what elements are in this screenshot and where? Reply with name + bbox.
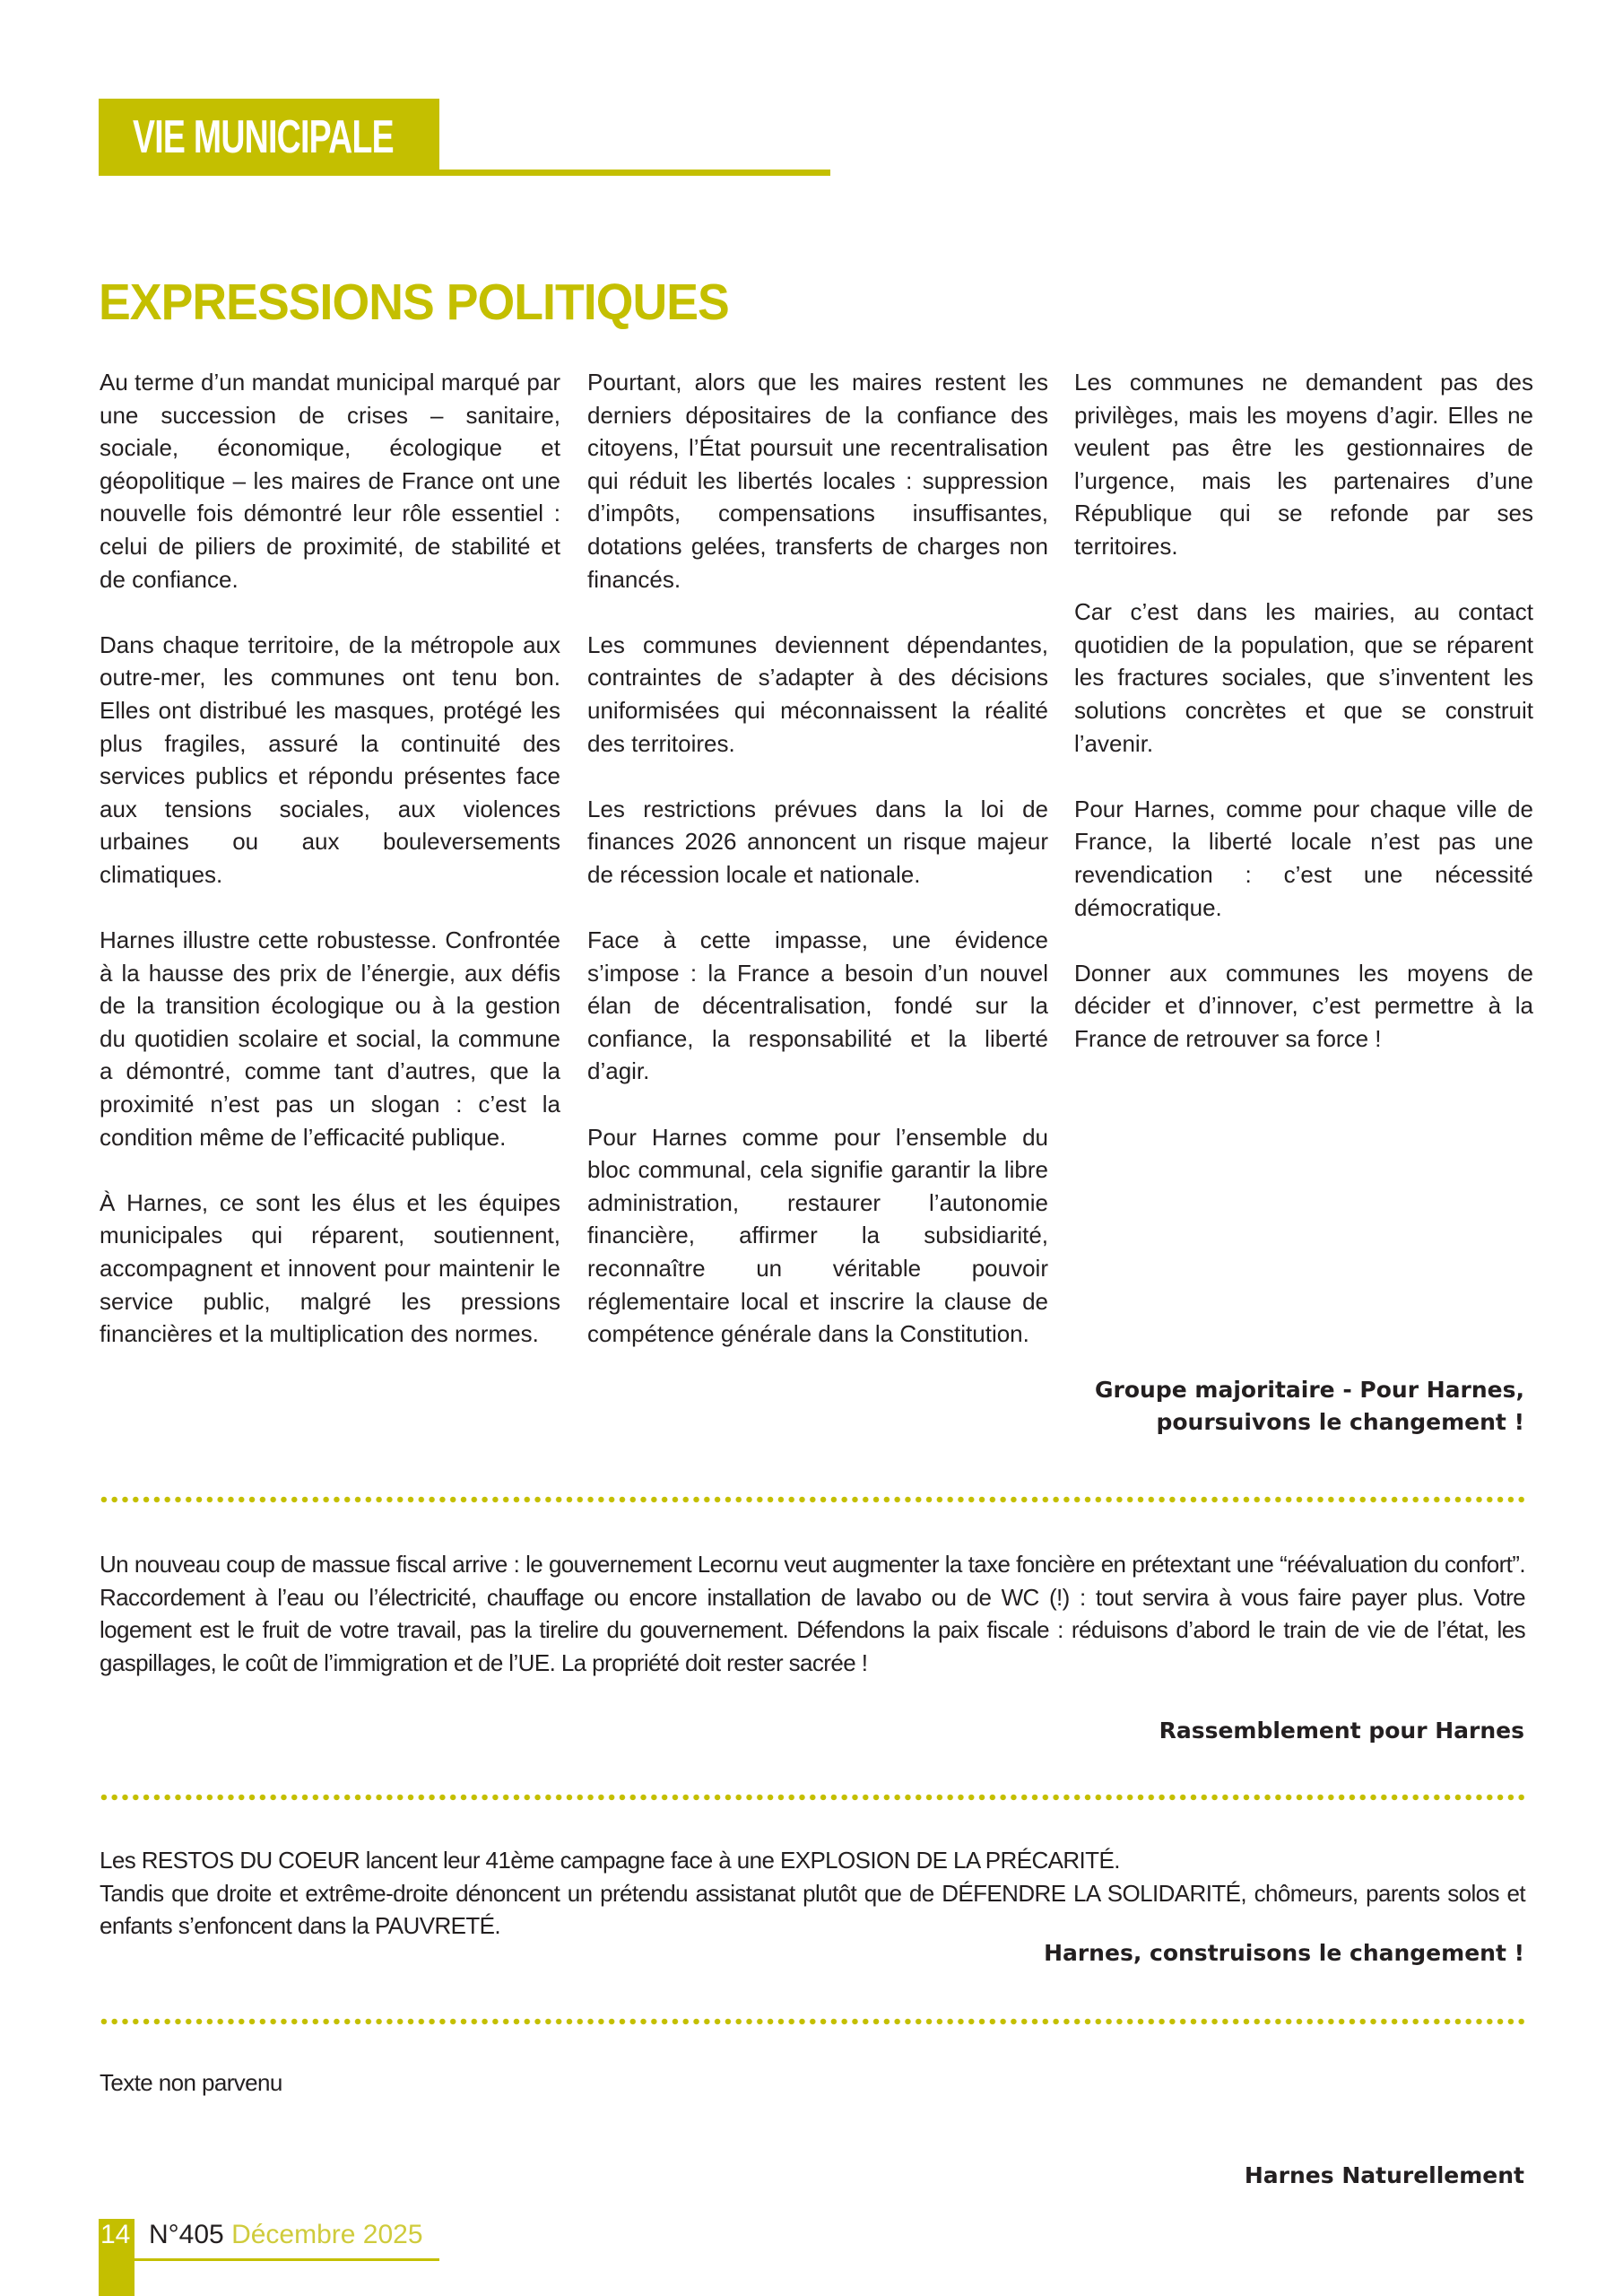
paragraph: Pour Harnes comme pour l’ensemble du bloc communal, cela signifie garantir la libre administration, restaurer l’autonomie financière, affirmer la subsidiarité, reconnaître un véritable pouvoir réglementaire local et inscrire la clause de compétence générale dans la Constitution. bbox=[587, 1123, 1048, 1348]
dotted-separator bbox=[99, 1496, 1524, 1503]
paragraph: Les restrictions prévues dans la loi de finances 2026 annoncent un risque majeur de récession locale et nationale. bbox=[587, 795, 1048, 888]
issue-date: Décembre 2025 bbox=[231, 2220, 423, 2249]
rassemblement-signature: Rassemblement pour Harnes bbox=[1159, 1718, 1524, 1744]
section-rubric: VIE MUNICIPALE bbox=[133, 111, 394, 163]
page-title: EXPRESSIONS POLITIQUES bbox=[99, 274, 729, 331]
dotted-separator bbox=[99, 1794, 1524, 1801]
paragraph: Harnes illustre cette robustesse. Confrontée à la hausse des prix de l’énergie, aux défis de la transition écologique ou à la gestion du quotidien scolaire et social, la commune a démontré, comme tant d’autres, que la proximité n’est pas un slogan : c’est la condition même de l’efficacité publique. bbox=[100, 926, 560, 1151]
dotted-separator bbox=[99, 2018, 1524, 2025]
signature-line: poursuivons le changement ! bbox=[1156, 1409, 1524, 1435]
construisons-signature: Harnes, construisons le changement ! bbox=[1044, 1940, 1524, 1966]
signature-line: Groupe majoritaire - Pour Harnes, bbox=[1095, 1377, 1524, 1403]
issue-number: N°405 bbox=[149, 2220, 224, 2249]
paragraph: Les communes deviennent dépendantes, contraintes de s’adapter à des décisions uniformisées qui méconnaissent la réalité des territoires. bbox=[587, 631, 1048, 757]
majority-signature bbox=[1095, 1374, 1524, 1439]
majority-column-2 bbox=[587, 366, 1048, 1383]
paragraph: Tandis que droite et extrême-droite dénoncent un prétendu assistanat plutôt que de DÉFENDRE LA SOLIDARITÉ, chômeurs, parents solos et enfants s’enfoncent dans la PAUVRETÉ. bbox=[100, 1879, 1525, 1940]
issue-info bbox=[149, 2219, 423, 2251]
majority-column-3 bbox=[1074, 366, 1533, 1088]
naturellement-signature: Harnes Naturellement bbox=[1244, 2162, 1524, 2188]
paragraph: Car c’est dans les mairies, au contact quotidien de la population, que se réparent les fractures sociales, que s’inventent les solutions concrètes et que se construit l’avenir. bbox=[1074, 598, 1533, 757]
paragraph: Les RESTOS DU COEUR lancent leur 41ème campagne face à une EXPLOSION DE LA PRÉCARITÉ. bbox=[100, 1847, 1120, 1874]
rubric-underline bbox=[439, 170, 830, 176]
paragraph: Au terme d’un mandat municipal marqué par une succession de crises – sanitaire, sociale, économique, écologique et géopolitique – les maires de France ont une nouvelle fois démontré leur rôle essentiel : celui de piliers de proximité, de stabilité et de confiance. bbox=[100, 369, 560, 593]
paragraph: À Harnes, ce sont les élus et les équipes municipales qui réparent, soutiennent, accompagnent et innovent pour maintenir le service public, malgré les pressions financières et la multiplication des normes. bbox=[100, 1188, 560, 1348]
paragraph: Texte non parvenu bbox=[100, 2069, 282, 2096]
paragraph: Les communes ne demandent pas des privilèges, mais les moyens d’agir. Elles ne veulent pas être les gestionnaires de l’urgence, mais les partenaires d’une République qui se refonde par ses territoires. bbox=[1074, 369, 1533, 560]
paragraph: Donner aux communes les moyens de décider et d’innover, c’est permettre à la France de retrouver sa force ! bbox=[1074, 959, 1533, 1052]
paragraph: Pourtant, alors que les maires restent les derniers dépositaires de la confiance des citoyens, l’État poursuit une recentralisation qui réduit les libertés locales : suppression d’impôts, compensations insuffisantes, dotations gelées, transferts de charges non financés. bbox=[587, 369, 1048, 593]
paragraph: Face à cette impasse, une évidence s’impose : la France a besoin d’un nouvel élan de décentralisation, fondé sur la confiance, la responsabilité et la liberté d’agir. bbox=[587, 926, 1048, 1085]
majority-column-1 bbox=[100, 366, 560, 1383]
page-number: 14 bbox=[100, 2220, 131, 2249]
paragraph: Pour Harnes, comme pour chaque ville de France, la liberté locale n’est pas une revendication : c’est une nécessité démocratique. bbox=[1074, 795, 1533, 921]
construisons-text bbox=[100, 1844, 1525, 1943]
rassemblement-text bbox=[100, 1548, 1525, 1679]
footer-underline bbox=[135, 2258, 439, 2261]
naturellement-text bbox=[100, 2066, 1525, 2100]
paragraph: Dans chaque territoire, de la métropole aux outre-mer, les communes ont tenu bon. Elles ont distribué les masques, protégé les plus fragiles, assuré la continuité des services publics et répondu présentes face aux tensions sociales, aux violences urbaines ou aux bouleversements climatiques. bbox=[100, 631, 560, 888]
paragraph: Un nouveau coup de massue fiscal arrive : le gouvernement Lecornu veut augmenter la taxe foncière en prétextant une “réévaluation du confort”. Raccordement à l’eau ou l’électricité, chauffage ou encore installation de lavabo ou de WC (!) : tout servira à vous faire payer plus. Votre logement est le fruit de votre travail, pas la tirelire du gouvernement. Défendons la paix fiscale : réduisons d’abord le train de vie de l’état, les gaspillages, le coût de l’immigration et de l’UE. La propriété doit rester sacrée ! bbox=[100, 1551, 1525, 1676]
